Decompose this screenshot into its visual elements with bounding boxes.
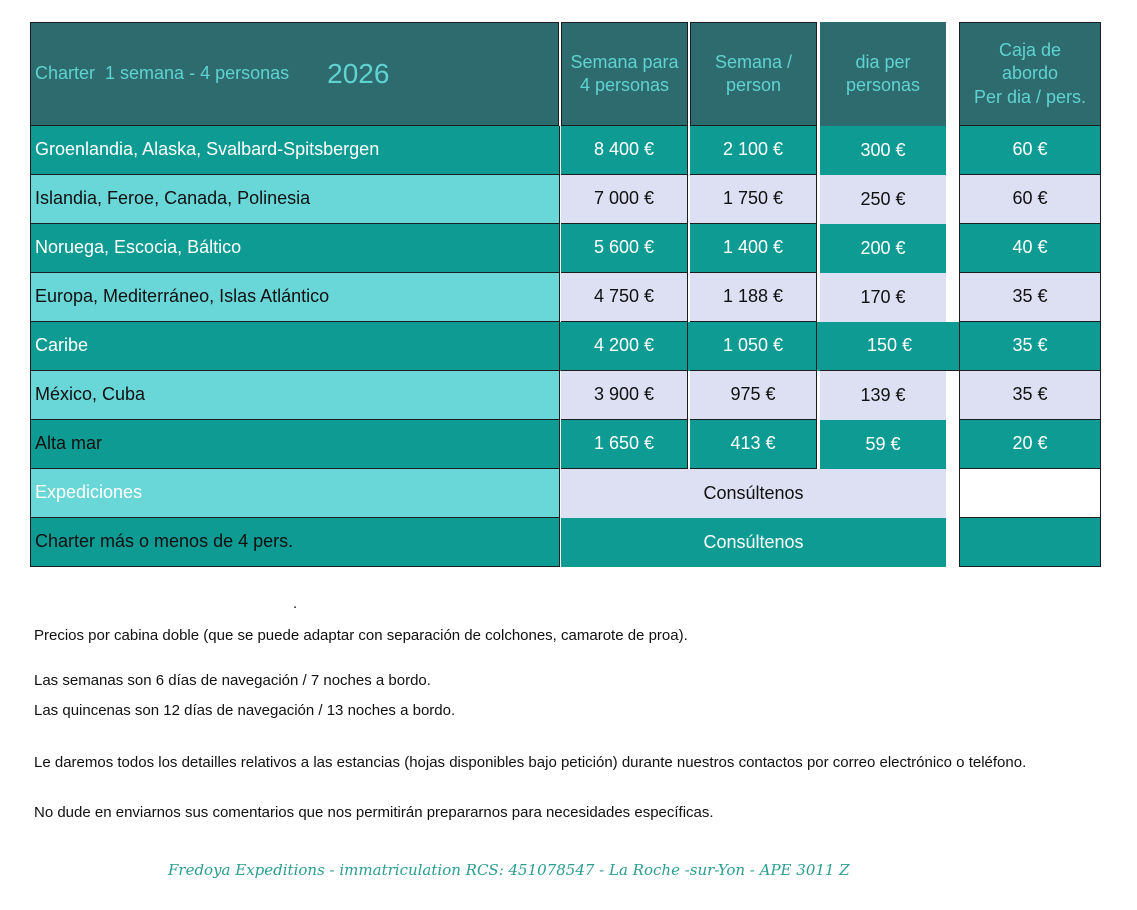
row-destination-charter-other: Charter más o menos de 4 pers. (30, 518, 560, 567)
row-empty-kitty (959, 469, 1101, 518)
row-price-kitty: 35 € (959, 322, 1101, 371)
row-price-week-person: 1 188 € (690, 273, 817, 322)
row-price-kitty: 35 € (959, 371, 1101, 420)
table-title: Charter 1 semana - 4 personas (35, 63, 290, 84)
row-price-week-person: 2 100 € (690, 126, 817, 175)
column-header-week-per-person: Semana / person (690, 22, 817, 126)
row-empty-kitty (959, 518, 1101, 567)
note-fortnights: Las quincenas son 12 días de navegación / 13 noches a bordo. (34, 702, 456, 719)
row-price-kitty: 35 € (959, 273, 1101, 322)
row-price-week-4: 1 650 € (561, 420, 688, 469)
row-price-day-person: 59 € (820, 420, 946, 469)
stray-dot: . (293, 595, 298, 612)
row-price-day-person: 170 € (820, 273, 946, 322)
row-price-week-4: 5 600 € (561, 224, 688, 273)
row-price-week-4: 3 900 € (561, 371, 688, 420)
row-price-day-person: 150 € (820, 322, 959, 371)
row-price-week-person: 413 € (690, 420, 817, 469)
note-weeks: Las semanas son 6 días de navegación / 7 noches a bordo. (34, 672, 431, 689)
row-destination-expediciones: Expediciones (30, 469, 560, 518)
row-price-kitty: 60 € (959, 126, 1101, 175)
row-price-week-4: 4 200 € (561, 322, 688, 371)
row-price-kitty: 60 € (959, 175, 1101, 224)
row-price-kitty: 40 € (959, 224, 1101, 273)
row-destination-europa: Europa, Mediterráneo, Islas Atlántico (30, 273, 560, 322)
row-price-day-person: 300 € (820, 126, 946, 175)
row-destination-alta-mar: Alta mar (30, 420, 560, 469)
row-destination-noruega: Noruega, Escocia, Báltico (30, 224, 560, 273)
table-year: 2026 (327, 57, 390, 89)
note-details: Le daremos todos los detailles relativos a las estancias (hojas disponibles bajo petición) durante nuestros contactos por correo electrónico o teléfono. (34, 754, 1027, 771)
row-price-week-4: 4 750 € (561, 273, 688, 322)
row-price-kitty: 20 € (959, 420, 1101, 469)
row-destination-caribe: Caribe (30, 322, 560, 371)
company-footer: Fredoya Expeditions - immatriculation RCS: 451078547 - La Roche -sur-Yon - APE 3011 Z (168, 861, 850, 879)
column-header-day-per-person: dia per personas (820, 22, 946, 126)
column-header-onboard-kitty: Caja de abordo Per dia / pers. (959, 22, 1101, 126)
row-destination-groenlandia: Groenlandia, Alaska, Svalbard-Spitsbergen (30, 126, 560, 175)
row-price-week-person: 975 € (690, 371, 817, 420)
header-title-cell (30, 22, 559, 126)
row-destination-islandia: Islandia, Feroe, Canada, Polinesia (30, 175, 560, 224)
row-consult-expediciones: Consúltenos (561, 469, 946, 518)
row-price-week-person: 1 750 € (690, 175, 817, 224)
row-price-day-person: 200 € (820, 224, 946, 273)
row-consult-charter-other: Consúltenos (561, 518, 946, 567)
row-price-day-person: 250 € (820, 175, 946, 224)
note-comments: No dude en enviarnos sus comentarios que nos permitirán prepararnos para necesidades específicas. (34, 804, 714, 821)
row-price-week-person: 1 400 € (690, 224, 817, 273)
row-price-week-person: 1 050 € (690, 322, 817, 371)
column-header-week-4-persons: Semana para 4 personas (561, 22, 688, 126)
note-cabin: Precios por cabina doble (que se puede adaptar con separación de colchones, camarote de proa). (34, 627, 688, 644)
row-price-week-4: 7 000 € (561, 175, 688, 224)
row-price-day-person: 139 € (820, 371, 946, 420)
row-destination-mexico: México, Cuba (30, 371, 560, 420)
row-price-week-4: 8 400 € (561, 126, 688, 175)
